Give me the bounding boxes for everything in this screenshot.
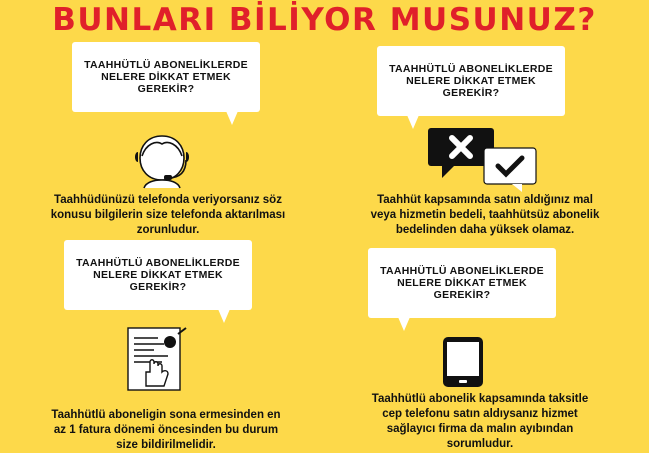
question-text-1: TAAHHÜTLÜ ABONELİKLERDE NELERE DİKKAT ETMEK GEREKİR?	[84, 59, 248, 95]
answer-text-2: Taahhüt kapsamında satın aldığınız mal veya hizmetin bedeli, taahhütsüz abonelik bedelinden daha yüksek olamaz.	[370, 194, 600, 236]
answer-text-1: Taahhüdünüzü telefonda veriyorsanız söz konusu bilgilerin size telefonda aktarılması zorunludur.	[50, 194, 286, 236]
question-text-4: TAAHHÜTLÜ ABONELİKLERDE NELERE DİKKAT ETMEK GEREKİR?	[380, 265, 544, 301]
question-bubble-2	[377, 46, 565, 116]
question-text-2: TAAHHÜTLÜ ABONELİKLERDE NELERE DİKKAT ETMEK GEREKİR?	[389, 63, 553, 99]
headset-agent-icon	[128, 130, 196, 192]
page-title: BUNLARI BİLİYOR MUSUNUZ?	[52, 2, 597, 38]
answer-text-3: Taahhütlü aboneligin sona ermesinden en az 1 fatura dönemi öncesinden bu durum size bildirilmelidir.	[51, 409, 281, 451]
question-bubble-4	[368, 248, 556, 318]
question-text-3: TAAHHÜTLÜ ABONELİKLERDE NELERE DİKKAT ETMEK GEREKİR?	[76, 257, 240, 293]
smartphone-icon	[440, 336, 486, 388]
question-bubble-1	[72, 42, 260, 112]
answer-text-4: Taahhütlü abonelik kapsamında taksitle cep telefonu satın aldıysanız hizmet sağlayıcı firma da malın ayıbından sorumludur.	[371, 393, 589, 450]
cross-check-chat-icon	[424, 126, 540, 192]
signed-document-icon	[124, 326, 190, 394]
question-bubble-3	[64, 240, 252, 310]
